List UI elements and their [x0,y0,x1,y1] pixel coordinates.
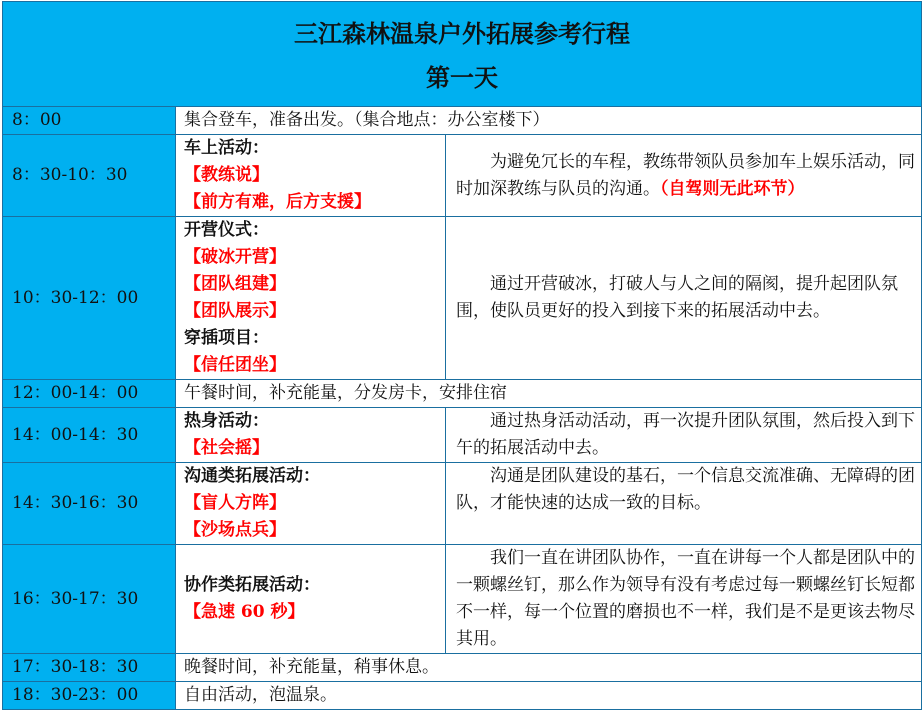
table-row [3,107,922,135]
activity-cell [176,408,446,463]
activity-label: 开营仪式： [184,220,269,240]
day-title: 第一天 [426,63,498,92]
time-cell: 8：00 [3,107,176,135]
description-cell [446,545,922,654]
table-row [3,217,922,380]
activity-item: 【教练说】 [184,165,269,185]
description-text: 通过热身活动活动，再一次提升团队氛围，然后投入到下午的拓展活动中去。 [456,411,915,458]
activity-item: 【前方有难，后方支援】 [184,192,371,212]
table-row [3,682,922,710]
title-cell [3,2,922,107]
title-row [3,2,922,107]
activity-label: 热身活动： [184,411,269,431]
activity-text: 自由活动，泡温泉。 [176,682,922,710]
table-row [3,135,922,217]
description-cell [446,408,922,463]
description-note: （自驾则无此环节） [660,178,805,199]
description-text: 通过开营破冰，打破人与人之间的隔阂，提升起团队氛围，使队员更好的投入到接下来的拓展活动中去。 [456,274,898,321]
table-row [3,545,922,654]
activity-cell [176,135,446,217]
description-text: 为避免冗长的车程，教练带领队员参加车上娱乐活动，同时加深教练与队员的沟通。 [456,151,915,199]
activity-cell [176,463,446,545]
table-row [3,463,922,545]
description-text: 我们一直在讲团队协作，一直在讲每一个人都是团队中的一颗螺丝钉，那么作为领导有没有考虑过每一颗螺丝钉长短都不一样，每一个位置的磨损也不一样，我们是不是更该去物尽其用。 [456,548,915,649]
activity-item: 【社会摇】 [184,438,269,458]
time-cell: 14：30-16：30 [3,463,176,545]
activity-text: 晚餐时间，补充能量，稍事休息。 [176,654,922,682]
activity-label: 车上活动： [184,138,269,158]
description-text: 沟通是团队建设的基石，一个信息交流准确、无障碍的团队，才能快速的达成一致的目标。 [456,466,915,513]
time-cell: 16：30-17：30 [3,545,176,654]
table-row [3,380,922,408]
time-cell: 14：00-14：30 [3,408,176,463]
activity-item: 【沙场点兵】 [184,520,286,540]
activity-cell [176,545,446,654]
activity-item: 【盲人方阵】 [184,493,286,513]
activity-item: 【团队展示】 [184,301,286,321]
time-cell: 18：30-23：00 [3,682,176,710]
activity-cell [176,217,446,380]
activity-label: 沟通类拓展活动： [184,466,320,486]
description-cell [446,217,922,380]
time-cell: 12：00-14：00 [3,380,176,408]
activity-label: 穿插项目： [184,328,269,348]
time-cell: 8：30-10：30 [3,135,176,217]
activity-item: 【团队组建】 [184,274,286,294]
page-title: 三江森林温泉户外拓展参考行程 [294,19,630,48]
time-cell: 17：30-18：30 [3,654,176,682]
description-cell [446,135,922,217]
itinerary-table [2,1,922,710]
description-cell [446,463,922,545]
time-cell: 10：30-12：00 [3,217,176,380]
table-row [3,408,922,463]
activity-text: 午餐时间，补充能量，分发房卡，安排住宿 [176,380,922,408]
activity-item: 【破冰开营】 [184,247,286,267]
activity-item: 【急速 60 秒】 [184,602,305,622]
activity-label: 协作类拓展活动： [184,575,320,595]
activity-item: 【信任团坐】 [184,355,286,375]
table-row [3,654,922,682]
activity-text: 集合登车，准备出发。（集合地点：办公室楼下） [176,107,922,135]
